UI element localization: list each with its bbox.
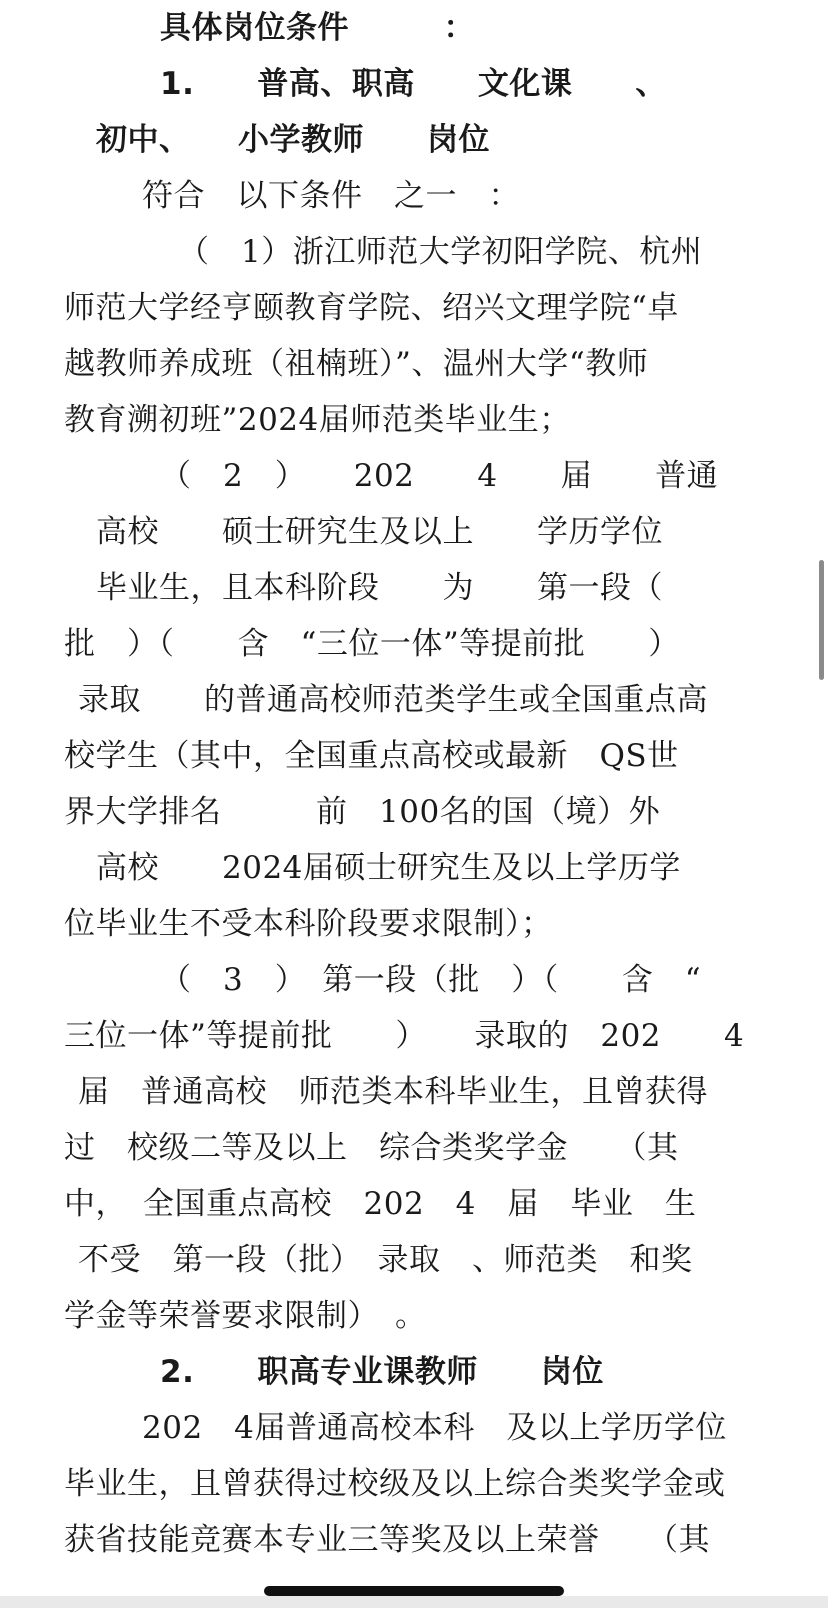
text-line: 师范大学经亨颐教育学院、绍兴文理学院“卓 [64,290,679,326]
text-line: （ 3 ） 第一段（批 ）（ 含 “ [160,962,702,998]
text-line: 界大学排名 前 100名的国（境）外 [64,794,661,830]
text-line: 过 校级二等及以上 综合类奖学金 （其 [64,1130,679,1166]
text-line: 毕业生，且本科阶段 为 第一段（ [96,570,663,606]
text-line: 录取 的普通高校师范类学生或全国重点高 [78,682,708,718]
text-line: 高校 2024届硕士研究生及以上学历学 [96,850,681,886]
text-line: 高校 硕士研究生及以上 学历学位 [96,514,663,550]
text-line: 三位一体”等提前批 ） 录取的 202 4 [64,1018,745,1054]
text-line: （ 2 ） 202 4 届 普通 [160,458,719,494]
text-line: 获省技能竞赛本专业三等奖及以上荣誉 （其 [64,1522,710,1558]
bottom-bar [0,1596,828,1608]
section-heading: 具体岗位条件 ： [160,10,475,46]
text-line: 校学生（其中，全国重点高校或最新 QS世 [64,738,679,774]
text-line: 批 ）（ 含 “三位一体”等提前批 ） [64,626,680,662]
text-line: 位毕业生不受本科阶段要求限制）； [64,906,553,942]
item-heading-1-cont: 初中、 小学教师 岗位 [96,122,490,158]
text-line: 中， 全国重点高校 202 4 届 毕业 生 [64,1186,697,1222]
text-line: （ 1）浙江师范大学初阳学院、杭州 [178,234,703,270]
text-line: 不受 第一段（批） 录取 、师范类 和奖 [78,1242,693,1278]
text-line: 届 普通高校 师范类本科毕业生，且曾获得 [78,1074,708,1110]
text-line: 202 4届普通高校本科 及以上学历学位 [142,1410,727,1446]
text-line: 学金等荣誉要求限制） 。 [64,1298,427,1334]
text-line: 符合 以下条件 之一 ： [142,178,520,214]
text-line: 毕业生，且曾获得过校级及以上综合类奖学金或 [64,1466,726,1502]
text-line: 越教师养成班（祖楠班）”、温州大学“教师 [64,346,649,382]
scrollbar[interactable] [819,560,824,680]
item-heading-1: 1. 普高、职高 文化课 、 [160,66,667,102]
item-heading-2: 2. 职高专业课教师 岗位 [160,1354,604,1390]
text-line: 教育溯初班”2024届师范类毕业生； [64,402,571,438]
home-indicator[interactable] [264,1586,564,1596]
